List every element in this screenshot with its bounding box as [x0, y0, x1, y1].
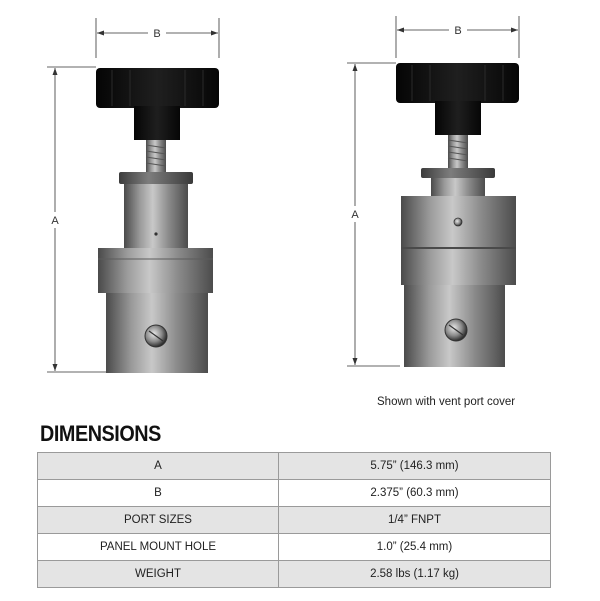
right-dim-b-label: B [454, 25, 462, 37]
table-row [38, 507, 551, 534]
right-dimension-a [347, 63, 400, 366]
right-body-ring [401, 249, 516, 285]
left-knob [96, 68, 219, 140]
table-row [38, 480, 551, 507]
left-dimension-a [47, 67, 106, 372]
right-threaded-stem [448, 135, 468, 168]
right-dim-a-label: A [351, 209, 359, 221]
row-label: PORT SIZES [38, 507, 279, 534]
section-title: DIMENSIONS [40, 421, 161, 446]
right-regulator-drawing [347, 16, 519, 367]
left-body-ring [98, 248, 213, 293]
row-label: B [38, 480, 279, 507]
row-value: 1.0” (25.4 mm) [279, 534, 551, 561]
row-value: 1/4” FNPT [279, 507, 551, 534]
row-label: A [38, 453, 279, 480]
left-upper-body [124, 198, 188, 248]
right-knob [396, 63, 519, 135]
dimensions-table [37, 452, 551, 588]
right-dimension-b [396, 16, 519, 58]
left-lock-nut [119, 172, 193, 184]
left-dimension-b [96, 18, 219, 58]
row-value: 2.375” (60.3 mm) [279, 480, 551, 507]
row-label: PANEL MOUNT HOLE [38, 534, 279, 561]
table-row [38, 453, 551, 480]
row-value: 5.75” (146.3 mm) [279, 453, 551, 480]
left-regulator-drawing [47, 18, 219, 373]
figure-caption: Shown with vent port cover [377, 396, 516, 408]
left-threaded-stem [146, 140, 166, 172]
table-row [38, 561, 551, 588]
right-lock-nut [421, 168, 495, 178]
left-dim-b-label: B [153, 28, 161, 40]
table-row [38, 534, 551, 561]
row-value: 2.58 lbs (1.17 kg) [279, 561, 551, 588]
left-bonnet-cap [124, 184, 188, 198]
row-label: WEIGHT [38, 561, 279, 588]
left-dim-a-label: A [51, 215, 59, 227]
right-bonnet-cap [431, 178, 485, 196]
right-vent-port-cover [454, 218, 462, 226]
